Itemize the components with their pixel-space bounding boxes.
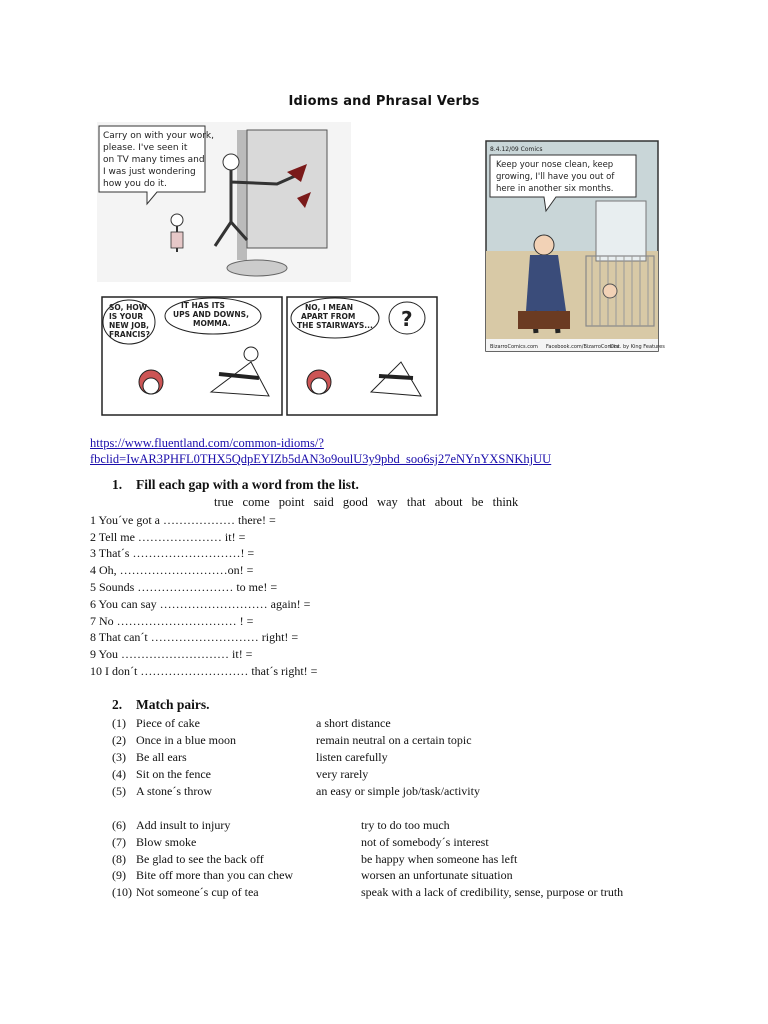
idiom-number: (9) — [112, 868, 126, 882]
strip-line: THE STAIRWAYS... — [297, 321, 373, 330]
cartoon2-footer-mid: Facebook.com/BizarroComics — [546, 344, 620, 350]
strip-line: SO, HOW — [109, 303, 147, 312]
svg-text:Keep your nose clean, keep — [496, 160, 617, 194]
gap-item: 8 That can´t ……………………… right! = — [90, 630, 299, 644]
strip-line: FRANCIS? — [109, 330, 151, 339]
idiom-text: Bite off more than you can chew — [136, 868, 294, 882]
cartoon2-footer-right: Dist. by King Features — [610, 344, 665, 350]
section2-heading — [112, 697, 210, 713]
word-list: true come point said good way that about be think — [214, 495, 519, 509]
idiom-text: Piece of cake — [136, 716, 200, 730]
meaning-item: be happy when someone has left — [361, 852, 518, 866]
strip-line: MOMMA. — [193, 319, 231, 328]
section1-number: 1. — [112, 477, 123, 492]
cartoon1-line: Carry on with your work, — [103, 131, 214, 141]
page-title: Idioms and Phrasal Verbs — [288, 94, 480, 109]
cartoon2-line: Keep your nose clean, keep — [496, 160, 614, 170]
idiom-number: (2) — [112, 733, 126, 747]
idiom-item — [112, 852, 264, 867]
meaning-item: a short distance — [316, 716, 391, 730]
source-link-line2[interactable]: fbclid=IwAR3PHFL0THX5QdpEYIZb5dAN3o9oulU3y9pbd_soo6sj27eNYnYXSNKhjUU — [90, 452, 552, 466]
idiom-text: Once in a blue moon — [136, 733, 236, 747]
meaning-item: very rarely — [316, 767, 369, 781]
idiom-item — [112, 733, 236, 748]
idiom-item — [112, 885, 259, 900]
idiom-item — [112, 716, 200, 731]
think-mark: ? — [401, 307, 413, 331]
gap-item: 10 I don´t ……………………… that´s right! = — [90, 664, 318, 678]
strip-line: NO, I MEAN — [305, 303, 354, 312]
idiom-text: Add insult to injury — [136, 818, 231, 832]
section1-heading — [112, 477, 359, 493]
idiom-item — [112, 767, 211, 782]
cartoon2-line: here in another six months. — [496, 184, 614, 194]
meaning-item: try to do too much — [361, 818, 450, 832]
cartoon1-line: on TV many times and — [103, 155, 205, 165]
cartoon1-line: I was just wondering — [103, 167, 196, 177]
idiom-text: A stone´s throw — [136, 784, 212, 798]
idiom-item — [112, 818, 230, 833]
cartoon1-line: how you do it. — [103, 179, 167, 189]
idiom-number: (6) — [112, 818, 126, 832]
idiom-number: (8) — [112, 852, 126, 866]
section2-number: 2. — [112, 697, 123, 712]
meaning-item: remain neutral on a certain topic — [316, 733, 472, 747]
idiom-text: Sit on the fence — [136, 767, 211, 781]
strip-line: UPS AND DOWNS, — [173, 310, 249, 319]
cartoon-bizarro — [486, 141, 665, 351]
gap-item: 3 That´s ………………………! = — [90, 546, 255, 560]
cartoon-painter — [97, 122, 351, 282]
gap-item: 5 Sounds …………………… to me! = — [90, 580, 278, 594]
idiom-number: (3) — [112, 750, 126, 764]
section2-title: Match pairs. — [136, 697, 210, 712]
strip-line: IT HAS ITS — [181, 301, 225, 310]
idiom-text: Be glad to see the back off — [136, 852, 264, 866]
gap-item: 4 Oh, ………………………on! = — [90, 563, 254, 577]
gap-item: 9 You ……………………… it! = — [90, 647, 253, 661]
source-link-line1[interactable]: https://www.fluentland.com/common-idioms/? — [90, 436, 324, 450]
cartoon2-header: 8.4.12/09 Comics — [490, 146, 543, 153]
idiom-number: (4) — [112, 767, 126, 781]
strip-line: IS YOUR — [109, 312, 144, 321]
idiom-text: Not someone´s cup of tea — [136, 885, 259, 899]
gap-item: 2 Tell me ………………… it! = — [90, 530, 246, 544]
cartoon2-footer-left: BizarroComics.com — [490, 344, 538, 350]
idiom-text: Blow smoke — [136, 835, 197, 849]
idiom-number: (1) — [112, 716, 126, 730]
idiom-item — [112, 784, 212, 799]
strip-line: NEW JOB, — [109, 321, 150, 330]
meaning-item: worsen an unfortunate situation — [361, 868, 513, 882]
section1-title: Fill each gap with a word from the list. — [136, 477, 359, 492]
meaning-item: speak with a lack of credibility, sense, purpose or truth — [361, 885, 624, 899]
cartoon2-line: growing, I'll have you out of — [496, 172, 615, 182]
gap-item: 6 You can say ……………………… again! = — [90, 597, 311, 611]
meaning-item: not of somebody´s interest — [361, 835, 489, 849]
meaning-item: an easy or simple job/task/activity — [316, 784, 480, 798]
strip-line: APART FROM — [301, 312, 356, 321]
cartoon1-line: please. I've seen it — [103, 143, 188, 153]
idiom-number: (7) — [112, 835, 126, 849]
idiom-number: (5) — [112, 784, 126, 798]
idiom-item — [112, 868, 293, 883]
idiom-item — [112, 835, 196, 850]
idiom-item — [112, 750, 187, 765]
idiom-number: (10) — [112, 885, 132, 899]
gap-item: 7 No ………………………… ! = — [90, 614, 254, 628]
meaning-item: listen carefully — [316, 750, 388, 764]
idiom-text: Be all ears — [136, 750, 187, 764]
gap-item: 1 You´ve got a ……………… there! = — [90, 513, 276, 527]
cartoon-strip — [101, 296, 439, 420]
